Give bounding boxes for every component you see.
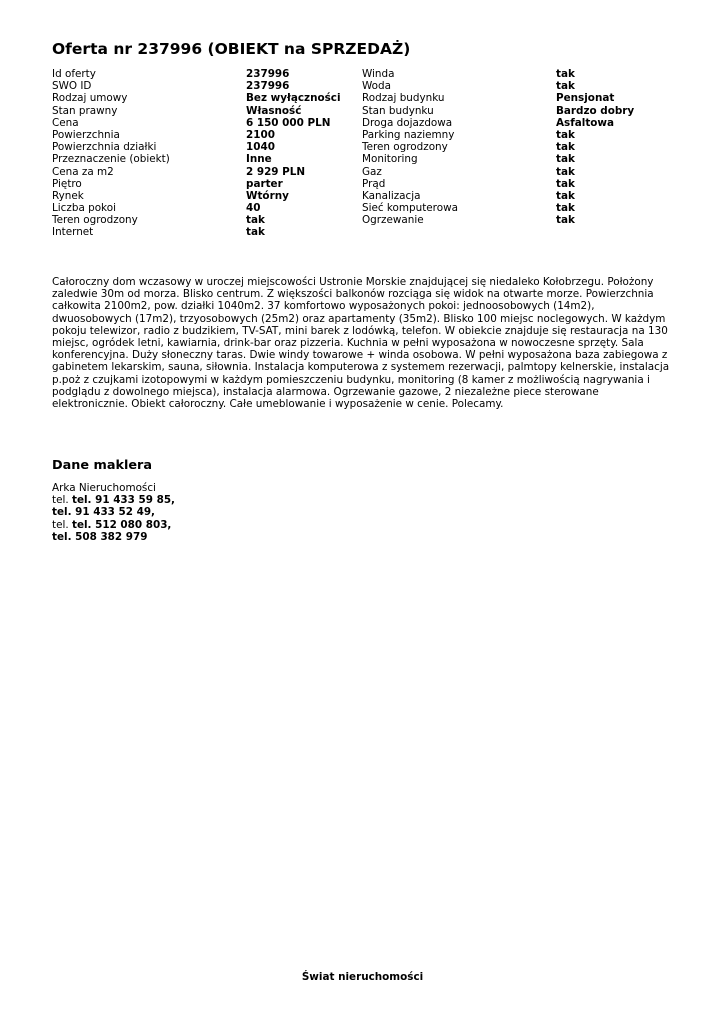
property-row [362,92,634,104]
property-row [52,80,341,92]
property-value: tak [246,214,265,227]
property-value: parter [246,177,283,190]
property-label: Powierzchnia działki [52,141,157,154]
property-label: Cena [52,116,79,129]
property-value: 237996 [246,80,290,93]
offer-title: Oferta nr 237996 (OBIEKT na SPRZEDAŻ) [52,40,411,58]
offer-description: Całoroczny dom wczasowy w uroczej miejscowości Ustronie Morskie znajdującej się niedaleko Kołobrzegu. Położony zaledwie 30m od morza. Blisko centrum. Z większości balkonów rozciąga się widok na otwarte morze. Powierzchnia całkowita 2100m2, pow. działki 1040m2. 37 komfortowo wyposażonych pokoi: jednoosobowych (14m2), dwuosobowych (17m2), trzyosobowych (25m2) oraz apartamenty (35m2). Blisko 100 miejsc noclegowych. W każdym pokoju telewizor, radio z budzikiem, TV-SAT, mini barek z lodówką, telefon. W obiekcie znajduje się restauracja na 130 miejsc, ogródek letni, kawiarnia, drink-bar oraz pizzeria. Kuchnia w pełni wyposażona w nowoczesne sprzęty. Sala konferencyjna. Duży słoneczny taras. Dwie windy towarowe + winda osobowa. W pełni wyposażona baza zabiegowa z gabinetem lekarskim, sauna, siłownia. Instalacja komputerowa z systemem rezerwacji, palmtopy kelnerskie, instalacja p.poż z czujkami izotopowymi w każdym pomieszczeniu budynku, monitoring (8 kamer z możliwością nagrywania i podglądu z dowolnego miejsca), instalacja alarmowa. Ogrzewanie gazowe, 2 niezależne piece sterowane elektronicznie. Obiekt całoroczny. Całe umeblowanie i wyposażenie w cenie. Polecamy. [52,276,670,411]
property-row [52,105,341,117]
property-value: Własność [246,104,302,117]
property-value: tak [556,177,575,190]
property-label: Internet [52,226,94,239]
property-row [52,226,341,238]
property-value: tak [556,202,575,215]
property-label: Rynek [52,189,84,202]
property-label: Gaz [362,165,382,178]
phone-prefix: tel. [52,518,69,531]
property-value: Inne [246,153,272,166]
property-label: Ogrzewanie [362,214,424,227]
property-row [52,68,341,80]
property-row [52,214,341,226]
property-label: SWO ID [52,80,92,93]
broker-contact [52,482,175,543]
footer-brand: Świat nieruchomości [301,971,424,983]
phone-number: tel. 91 433 52 49, [52,506,156,519]
property-label: Teren ogrodzony [52,214,138,227]
property-label: Prąd [362,177,386,190]
phone-number: tel. 91 433 59 85, [71,494,175,507]
property-row [362,117,634,129]
property-value: 40 [246,202,261,215]
property-row [52,92,341,104]
property-row [362,129,634,141]
property-row [362,80,634,92]
property-label: Woda [362,80,391,93]
property-value: 6 150 000 PLN [246,116,331,129]
property-label: Rodzaj umowy [52,92,128,105]
properties-left-column [52,68,341,239]
property-row [52,153,341,165]
property-label: Kanalizacja [362,189,421,202]
broker-company: Arka Nieruchomości [52,482,156,494]
property-value: tak [556,165,575,178]
property-row [52,117,341,129]
property-label: Przeznaczenie (obiekt) [52,153,170,166]
property-row [362,178,634,190]
property-value: tak [556,128,575,141]
property-value: tak [556,189,575,202]
property-value: Pensjonat [556,92,615,105]
broker-heading: Dane maklera [52,458,152,473]
property-row [362,214,634,226]
property-row [362,190,634,202]
property-label: Sieć komputerowa [362,202,458,215]
property-value: tak [556,68,575,80]
property-row [52,129,341,141]
phone-number: tel. 512 080 803, [71,518,172,531]
property-row [52,141,341,153]
property-row [362,166,634,178]
property-row [362,141,634,153]
property-label: Parking naziemny [362,128,455,141]
property-label: Droga dojazdowa [362,116,453,129]
property-label: Piętro [52,177,82,190]
property-label: Powierzchnia [52,128,120,141]
property-value: 2100 [246,128,275,141]
property-row [362,153,634,165]
property-row [52,166,341,178]
phone-number: tel. 508 382 979 [52,530,148,543]
broker-phone-line [52,494,175,506]
property-row [52,202,341,214]
property-value: Bez wyłączności [246,92,341,105]
property-row [52,190,341,202]
property-value: tak [556,80,575,93]
property-value: tak [246,226,265,239]
property-row [362,105,634,117]
property-label: Cena za m2 [52,165,114,178]
property-label: Stan budynku [362,104,434,117]
property-value: Bardzo dobry [556,104,635,117]
property-value: 1040 [246,141,275,154]
property-row [52,178,341,190]
property-value: tak [556,214,575,227]
phone-prefix: tel. [52,494,69,507]
broker-phone-line [52,519,175,531]
property-value: tak [556,153,575,166]
property-label: Winda [362,68,395,80]
property-value: Wtórny [246,189,289,202]
property-row [362,68,634,80]
property-label: Teren ogrodzony [362,141,448,154]
property-label: Id oferty [52,68,96,80]
property-label: Stan prawny [52,104,118,117]
properties-right-column [362,68,634,226]
property-value: 2 929 PLN [246,165,306,178]
property-value: Asfaltowa [556,116,615,129]
property-label: Rodzaj budynku [362,92,445,105]
property-value: tak [556,141,575,154]
property-row [362,202,634,214]
property-label: Monitoring [362,153,418,166]
property-label: Liczba pokoi [52,202,116,215]
property-value: 237996 [246,68,290,80]
